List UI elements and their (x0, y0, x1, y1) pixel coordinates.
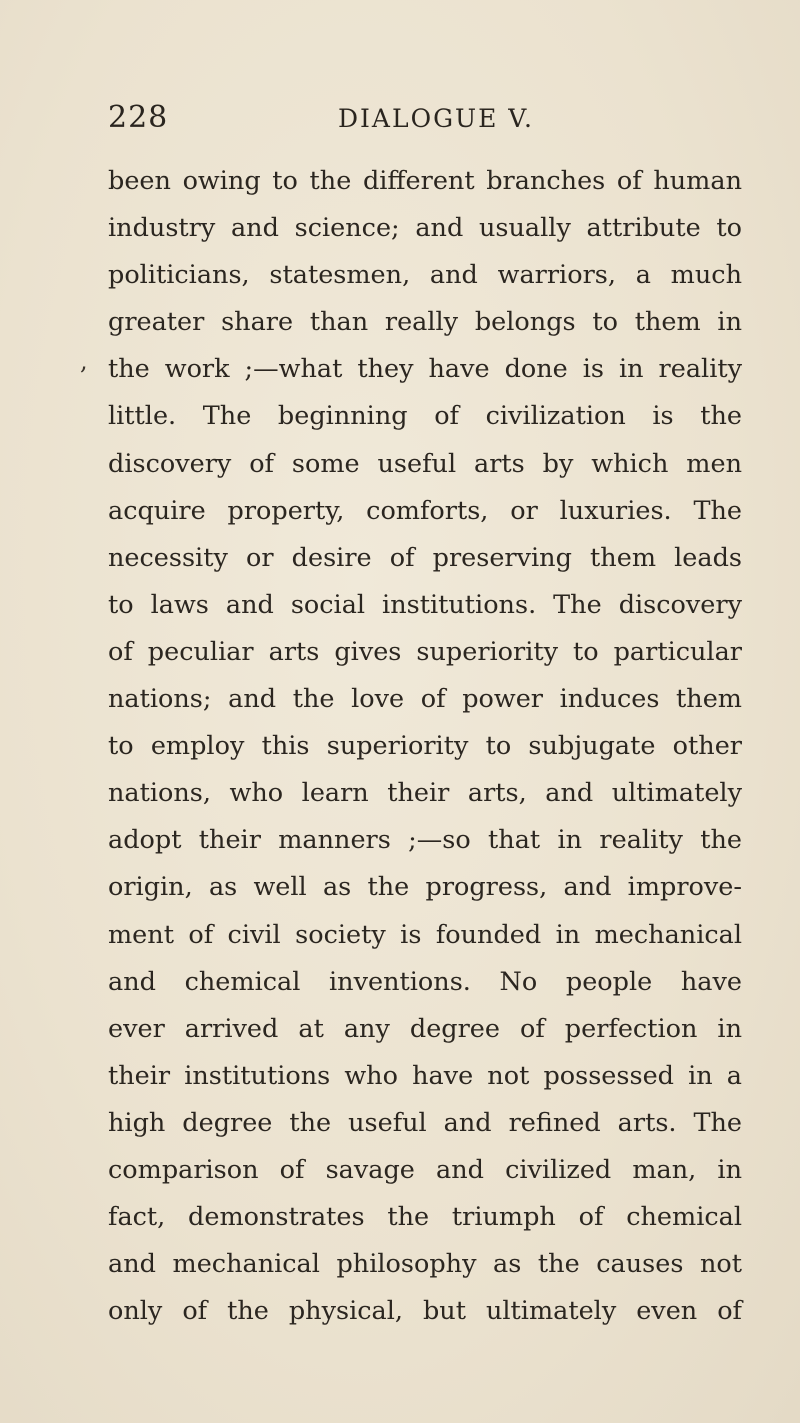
text-line: nations; and the love of power induces them (108, 684, 742, 715)
text-line: discovery of some useful arts by which men (108, 448, 742, 479)
page-number: 228 (108, 100, 169, 135)
text-line: high degree the useful and refined arts. The (108, 1107, 742, 1138)
text-line: and chemical inventions. No people have (108, 966, 742, 997)
text-line: fact, demonstrates the triumph of chemical (108, 1202, 742, 1233)
text-line: their institutions who have not possessed in a (108, 1060, 742, 1091)
text-line: little. The beginning of civilization is the (108, 401, 742, 432)
text-line: politicians, statesmen, and warriors, a much (108, 260, 742, 291)
page-header (108, 100, 740, 140)
text-line: been owing to the different branches of human (108, 166, 742, 196)
text-line: only of the physical, but ultimately even of (108, 1296, 742, 1327)
text-line: origin, as well as the progress, and improve- (108, 872, 742, 903)
text-line: to employ this superiority to subjugate other (108, 731, 742, 762)
body-text (108, 158, 742, 1335)
text-line: of peculiar arts gives superiority to particular (108, 636, 742, 667)
running-head: DIALOGUE V. (338, 104, 534, 133)
text-line: comparison of savage and civilized man, in (108, 1154, 742, 1185)
margin-mark: , (80, 347, 88, 375)
text-line: ment of civil society is founded in mechanical (108, 919, 742, 950)
text-line: ever arrived at any degree of perfection in (108, 1013, 742, 1044)
text-line: and mechanical philosophy as the causes not (108, 1249, 742, 1280)
text-line: greater share than really belongs to them in (108, 307, 742, 338)
text-line: acquire property, comforts, or luxuries. The (108, 495, 742, 526)
text-line: nations, who learn their arts, and ultimately (108, 778, 742, 809)
text-line: to laws and social institutions. The discovery (108, 589, 742, 620)
text-line: necessity or desire of preserving them leads (108, 542, 742, 573)
text-line: adopt their manners ;—so that in reality the (108, 825, 742, 856)
text-line: the work ;—what they have done is in reality (108, 354, 742, 385)
text-line: industry and science; and usually attribute to (108, 213, 742, 244)
